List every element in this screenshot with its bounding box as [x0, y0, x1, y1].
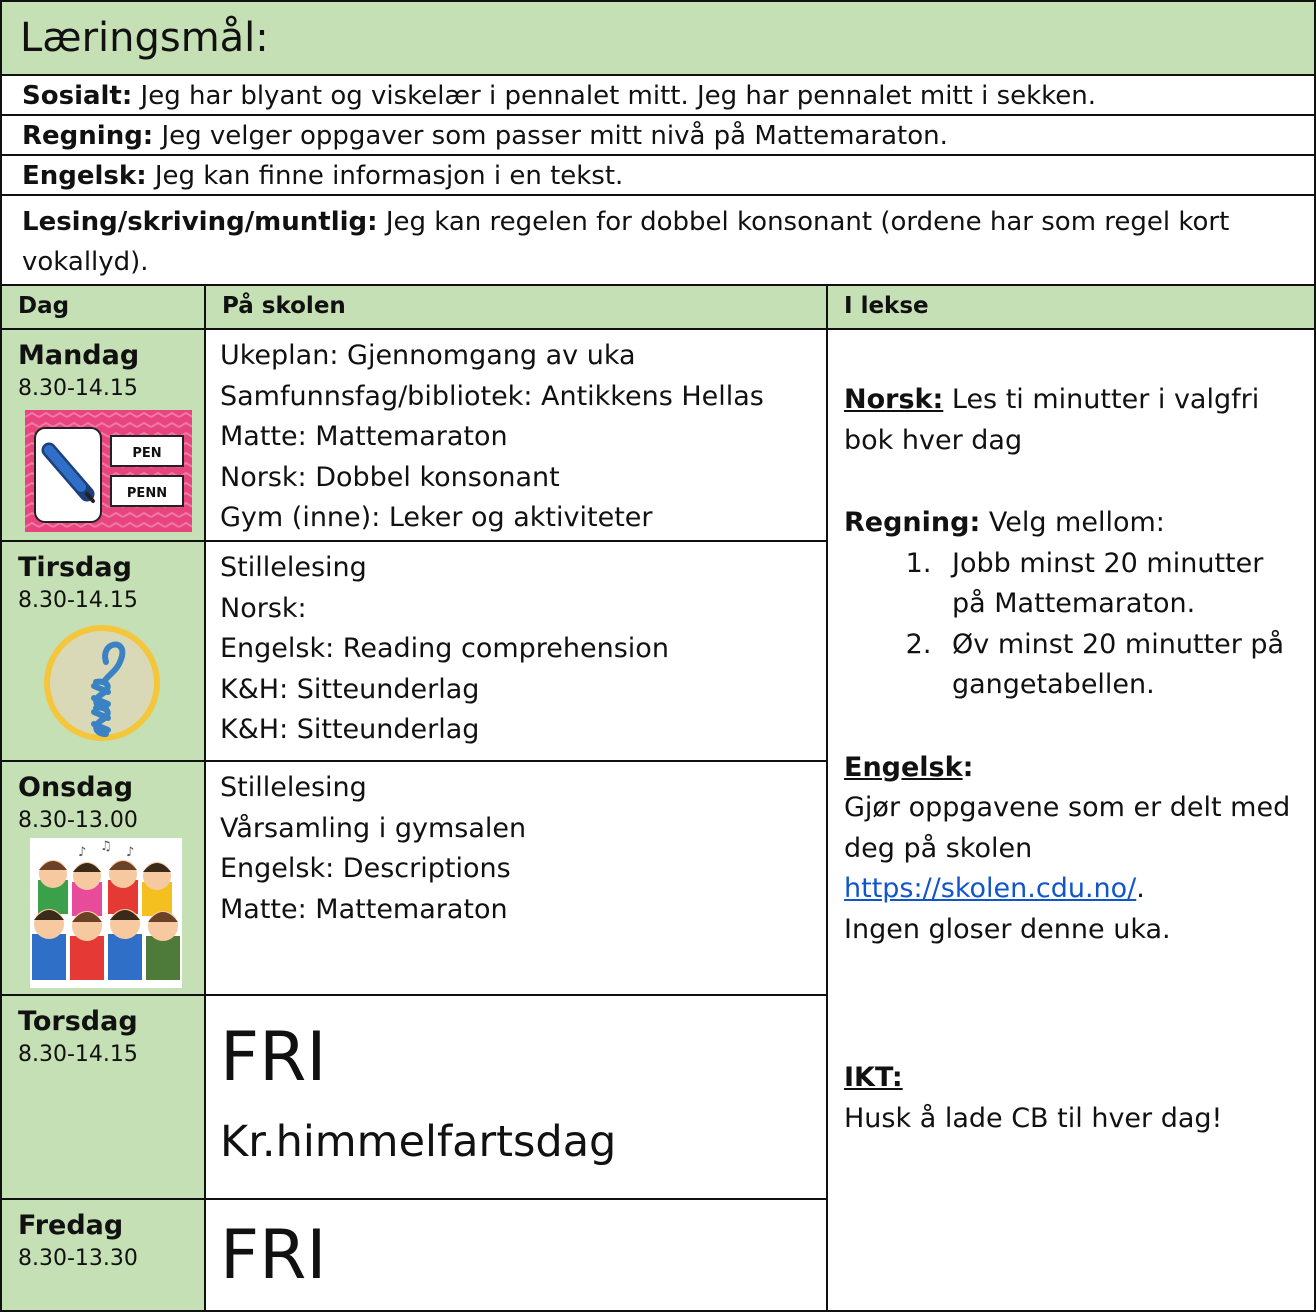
fredag-activities	[204, 1198, 828, 1312]
header-dag: Dag	[0, 284, 206, 330]
homework-engelsk-heading	[844, 748, 1304, 789]
goal-regning	[0, 114, 1316, 156]
day-time: 8.30-13.30	[18, 1246, 138, 1271]
homework-ikt	[844, 1058, 1304, 1099]
homework-norsk-label: Norsk:	[844, 384, 944, 415]
activity-line: Samfunnsfag/bibliotek: Antikkens Hellas	[220, 380, 764, 412]
activity-line: Vårsamling i gymsalen	[220, 812, 527, 844]
knitting-badge-image	[38, 622, 166, 744]
period: .	[1136, 873, 1145, 904]
goal-lesing	[0, 194, 1316, 286]
goal-label: Lesing/skriving/muntlig:	[22, 207, 378, 237]
goal-text: Jeg har blyant og viskelær i pennalet mitt. Jeg har pennalet mitt i sekken.	[132, 81, 1097, 111]
pen-word: PEN	[132, 446, 162, 461]
svg-text:♫: ♫	[100, 839, 112, 854]
child-icon	[108, 860, 138, 914]
child-icon	[142, 862, 172, 916]
torsdag-activities	[204, 994, 828, 1200]
goal-text: Jeg kan regelen for dobbel konsonant (ordene har som regel kort vokallyd).	[22, 207, 1230, 277]
day-time: 8.30-13.00	[18, 808, 138, 833]
goal-engelsk	[0, 154, 1316, 196]
activity-line: Matte: Mattemaraton	[220, 893, 508, 925]
homework-norsk-text: Les ti minutter i valgfri bok hver dag	[844, 384, 1260, 456]
goal-text: Jeg kan finne informasjon i en tekst.	[146, 161, 624, 191]
homework-engelsk-text: Gjør oppgavene som er delt med deg på skolen	[844, 792, 1291, 864]
homework-ikt-text: Husk å lade CB til hver dag!	[844, 1102, 1223, 1134]
activity-line: Gym (inne): Leker og aktiviteter	[220, 502, 653, 533]
child-icon	[32, 909, 66, 980]
list-item: 2. Øv minst 20 minutter på gangetabellen.	[940, 625, 1304, 706]
goal-sosialt	[0, 74, 1316, 116]
homework-norsk	[844, 380, 1304, 461]
homework-engelsk-link-line	[844, 869, 1304, 910]
penn-word: PENN	[126, 486, 168, 501]
activity-line: Stillelesing	[220, 772, 367, 803]
activity-line: Matte: Mattemaraton	[220, 421, 508, 452]
homework-engelsk-note: Ingen gloser denne uka.	[844, 913, 1171, 945]
tirsdag-activities	[204, 540, 828, 762]
mandag-activities	[204, 328, 828, 542]
colon: :	[962, 751, 974, 783]
homework-regning-label: Regning:	[844, 507, 981, 538]
singing-children-image	[30, 838, 182, 988]
goal-text: Jeg velger oppgaver som passer mitt nivå på Mattemaraton.	[153, 121, 948, 151]
day-fredag	[0, 1198, 206, 1312]
page-title: Læringsmål:	[0, 0, 1316, 76]
goal-label: Sosialt:	[22, 81, 133, 111]
child-icon	[72, 862, 102, 916]
activity-line: Engelsk: Descriptions	[220, 853, 511, 884]
svg-text:♪: ♪	[78, 845, 87, 860]
activity-line: Norsk: Dobbel konsonant	[220, 461, 560, 493]
child-icon	[108, 909, 142, 980]
homework-engelsk-label: Engelsk	[844, 751, 963, 783]
homework-ikt-label: IKT:	[844, 1062, 903, 1093]
day-name: Fredag	[18, 1210, 124, 1241]
pen-penn-card-image	[25, 410, 192, 532]
holiday-name: Kr.himmelfartsdag	[220, 1117, 617, 1167]
activity-line: Norsk:	[220, 592, 307, 624]
day-name: Tirsdag	[18, 552, 132, 583]
skolen-link[interactable]: https://skolen.cdu.no/	[844, 873, 1137, 904]
homework-regning	[844, 503, 1304, 544]
activity-line: Ukeplan: Gjennomgang av uka	[220, 340, 636, 371]
day-name: Torsdag	[18, 1006, 138, 1037]
fri-label: FRI	[220, 1216, 327, 1295]
onsdag-activities	[204, 760, 828, 996]
fri-label: FRI	[220, 1018, 327, 1097]
svg-text:♪: ♪	[126, 845, 135, 860]
list-item: 1. Jobb minst 20 minutter på Mattemaraton.	[940, 544, 1304, 625]
activity-line: Engelsk: Reading comprehension	[220, 633, 669, 664]
child-icon	[38, 860, 68, 914]
day-time: 8.30-14.15	[18, 376, 138, 401]
homework-regning-text: Velg mellom:	[980, 507, 1165, 538]
day-torsdag	[0, 994, 206, 1200]
day-time: 8.30-14.15	[18, 1042, 138, 1067]
goal-label: Regning:	[22, 121, 154, 151]
goal-label: Engelsk:	[22, 161, 147, 191]
activity-line: K&H: Sitteunderlag	[220, 673, 480, 705]
day-name: Onsdag	[18, 772, 134, 803]
day-time: 8.30-14.15	[18, 588, 138, 613]
homework-panel	[826, 328, 1316, 1312]
homework-regning-list	[844, 544, 1304, 706]
activity-line: Stillelesing	[220, 552, 367, 583]
child-icon	[146, 911, 180, 980]
day-name: Mandag	[18, 340, 140, 371]
header-i-lekse: I lekse	[826, 284, 1316, 330]
activity-line: K&H: Sitteunderlag	[220, 714, 480, 745]
header-pa-skolen: På skolen	[204, 284, 828, 330]
child-icon	[70, 911, 104, 980]
